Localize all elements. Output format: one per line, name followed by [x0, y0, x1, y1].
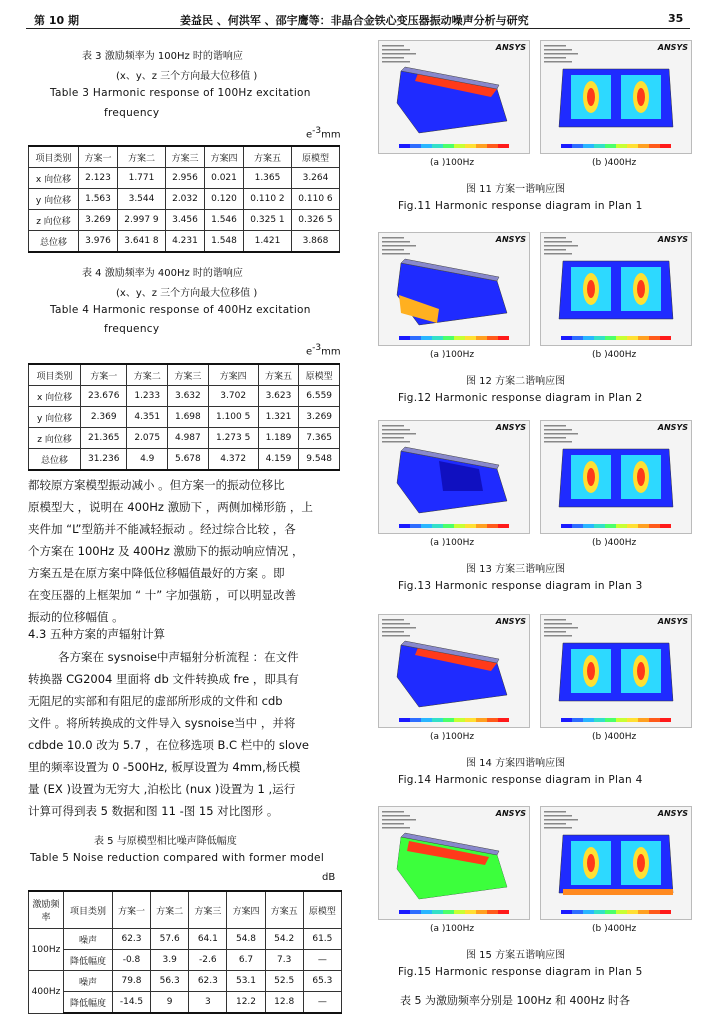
table-cell: 3.623	[258, 386, 299, 407]
table-cell: 方案三	[189, 891, 227, 929]
figure-caption-en: Fig.14 Harmonic response diagram in Plan 4	[398, 774, 643, 786]
table-cell: —	[303, 950, 341, 971]
table-cell: 4.987	[168, 428, 209, 449]
subfigure-caption: (a )100Hz	[430, 350, 475, 360]
table-cell: x 向位移	[29, 386, 81, 407]
table-cell: 2.123	[78, 168, 117, 189]
figure-15-a	[378, 806, 530, 920]
table-cell: 1.273 5	[208, 428, 258, 449]
figure-caption-cn: 图 11 方案一谐响应图	[466, 184, 566, 195]
table-row	[29, 428, 340, 449]
table-cell: 100Hz	[29, 929, 64, 971]
table-cell: 方案三	[168, 364, 209, 386]
figure-caption-cn: 图 13 方案三谐响应图	[466, 564, 566, 575]
table-cell: 1.771	[118, 168, 166, 189]
table-cell: 3.868	[291, 231, 339, 253]
ansys-logo: ANSYS	[657, 423, 688, 432]
table-cell: 56.3	[151, 971, 189, 992]
table-cell: —	[303, 992, 341, 1014]
contour-plot-image	[541, 615, 691, 727]
figure-caption-cn: 图 12 方案二谐响应图	[466, 376, 566, 387]
table-cell: 62.3	[189, 971, 227, 992]
table-cell: 0.110 6	[291, 189, 339, 210]
ansys-logo: ANSYS	[495, 43, 526, 52]
table-cell: 方案一	[112, 891, 150, 929]
table4-title-cn: 表 4 激励频率为 400Hz 时的谐响应	[82, 268, 243, 279]
text-line: 在变压器的上框架加 “ 十” 字加强筋 ，可以明显改善	[28, 588, 297, 602]
table-cell: 0.110 2	[244, 189, 292, 210]
table-cell: 2.032	[165, 189, 204, 210]
page-number: 35	[668, 12, 684, 25]
table-cell: 3.269	[299, 407, 340, 428]
table-cell: 方案五	[244, 146, 292, 168]
figure-15-b	[540, 806, 692, 920]
table-cell: 4.9	[127, 449, 168, 471]
table-cell: 2.075	[127, 428, 168, 449]
text-line: 文件 。将所转换成的文件导入 sysnoise当中 ，并将	[28, 716, 296, 730]
table-row	[29, 950, 342, 971]
contour-plot-image	[379, 41, 529, 153]
table4-subtitle-cn: (x、y、z 三个方向最大位移值 )	[116, 288, 258, 299]
table-cell: 7.365	[299, 428, 340, 449]
table-cell: 64.1	[189, 929, 227, 950]
subfigure-caption: (b )400Hz	[592, 158, 637, 168]
table-cell: 54.2	[265, 929, 303, 950]
table-cell: 总位移	[29, 449, 81, 471]
table-cell: 3.456	[165, 210, 204, 231]
table-cell: 0.021	[204, 168, 243, 189]
table-cell: 1.233	[127, 386, 168, 407]
table-cell: -14.5	[112, 992, 150, 1014]
text-line: 量 (EX )设置为无穷大 ,泊松比 (nux )设置为 1 ,运行	[28, 782, 296, 796]
table-row	[29, 386, 340, 407]
table-cell: 53.1	[227, 971, 265, 992]
table-row	[29, 168, 340, 189]
table-cell: 方案二	[151, 891, 189, 929]
ansys-logo: ANSYS	[657, 43, 688, 52]
contour-plot-image	[541, 41, 691, 153]
table5-title-en: Table 5 Noise reduction compared with former model	[30, 852, 325, 864]
table-cell: 项目类别	[64, 891, 113, 929]
table-cell: 1.365	[244, 168, 292, 189]
table5	[28, 890, 342, 1014]
text-line: 都较原方案模型振动减小 。但方案一的振动位移比	[28, 478, 285, 492]
figure-14-b	[540, 614, 692, 728]
table4-title-en-cont: frequency	[104, 323, 160, 335]
table-cell: 62.3	[112, 929, 150, 950]
table-cell: 0.326 5	[291, 210, 339, 231]
table-cell: 4.159	[258, 449, 299, 471]
subfigure-caption: (b )400Hz	[592, 350, 637, 360]
figure-caption-cn: 图 15 方案五谐响应图	[466, 950, 566, 961]
table-cell: 3.641 8	[118, 231, 166, 253]
table3-unit: e-3mm	[306, 126, 341, 141]
table3-title-en-cont: frequency	[104, 107, 160, 119]
ansys-logo: ANSYS	[495, 235, 526, 244]
table-row	[29, 929, 342, 950]
table-cell: 54.8	[227, 929, 265, 950]
contour-plot-image	[541, 807, 691, 919]
figure-caption-en: Fig.11 Harmonic response diagram in Plan 1	[398, 200, 643, 212]
figure-12-b	[540, 232, 692, 346]
table-cell: 1.321	[258, 407, 299, 428]
ansys-logo: ANSYS	[495, 617, 526, 626]
text-line: cdbde 10.0 改为 5.7 ，在位移选项 B.C 栏中的 slove	[28, 738, 309, 752]
contour-plot-image	[379, 233, 529, 345]
table-cell: 3.544	[118, 189, 166, 210]
table-cell: 方案四	[227, 891, 265, 929]
table-cell: 2.369	[81, 407, 127, 428]
figure-caption-en: Fig.13 Harmonic response diagram in Plan 3	[398, 580, 643, 592]
figure-caption-en: Fig.15 Harmonic response diagram in Plan 5	[398, 966, 643, 978]
subfigure-caption: (b )400Hz	[592, 538, 637, 548]
table-cell: 3.269	[78, 210, 117, 231]
table-cell: 57.6	[151, 929, 189, 950]
text-line: 各方案在 sysnoise中声辐射分析流程 ：在文件	[58, 650, 299, 664]
text-line: 计算可得到表 5 数据和图 11 -图 15 对比图形 。	[28, 804, 279, 818]
table-cell: 3	[189, 992, 227, 1014]
table-row	[29, 407, 340, 428]
ansys-logo: ANSYS	[657, 809, 688, 818]
figure-13-a	[378, 420, 530, 534]
table-cell: 1.563	[78, 189, 117, 210]
contour-plot-image	[379, 615, 529, 727]
text-line: 个方案在 100Hz 及 400Hz 激励下的振动响应情况 ，	[28, 544, 304, 558]
table4-title-en: Table 4 Harmonic response of 400Hz excitation	[50, 304, 311, 316]
table-cell: 2.997 9	[118, 210, 166, 231]
table-cell: 12.2	[227, 992, 265, 1014]
text-line: 转换器 CG2004 里面将 db 文件转换成 fre ，即具有	[28, 672, 299, 686]
table-cell: 项目类别	[29, 364, 81, 386]
table-cell: 方案二	[127, 364, 168, 386]
table-cell: 方案五	[265, 891, 303, 929]
table-cell: 方案二	[118, 146, 166, 168]
ansys-logo: ANSYS	[495, 423, 526, 432]
table-cell: 激励频率	[29, 891, 64, 929]
table-cell: y 向位移	[29, 407, 81, 428]
table-row	[29, 971, 342, 992]
table-cell: 项目类别	[29, 146, 79, 168]
table3-title-en: Table 3 Harmonic response of 100Hz excitation	[50, 87, 311, 99]
figure-caption-cn: 图 14 方案四谐响应图	[466, 758, 566, 769]
table-cell: 52.5	[265, 971, 303, 992]
table-cell: 6.7	[227, 950, 265, 971]
text-line: 方案五是在原方案中降低位移幅值最好的方案 。即	[28, 566, 285, 580]
contour-plot-image	[379, 421, 529, 533]
subfigure-caption: (b )400Hz	[592, 732, 637, 742]
text-line: 原模型大 ，说明在 400Hz 激励下 ，两侧加梯形筋 ，上	[28, 500, 313, 514]
running-title: 姜益民 、何洪军 、邵宇鹰等：非晶合金铁心变压器振动噪声分析与研究	[180, 14, 529, 27]
table-cell: 12.8	[265, 992, 303, 1014]
table-cell: x 向位移	[29, 168, 79, 189]
table-cell: 原模型	[303, 891, 341, 929]
table-cell: 400Hz	[29, 971, 64, 1014]
table-cell: 方案一	[81, 364, 127, 386]
text-line: 振动的位移幅值 。	[28, 610, 124, 624]
table-row	[29, 231, 340, 253]
issue-number: 第 10 期	[34, 14, 79, 27]
table-cell: 5.678	[168, 449, 209, 471]
table-header-row	[29, 891, 342, 929]
text-continuation: 表 5 为激励频率分别是 100Hz 和 400Hz 时各	[400, 994, 631, 1007]
contour-plot-image	[379, 807, 529, 919]
table-cell: z 向位移	[29, 428, 81, 449]
table4	[28, 363, 340, 471]
subfigure-caption: (b )400Hz	[592, 924, 637, 934]
text-line: 无阻尼的实部和有阻尼的虚部所形成的文件和 cdb	[28, 694, 283, 708]
header-rule	[26, 28, 690, 29]
table-row	[29, 992, 342, 1014]
table-cell: 3.632	[168, 386, 209, 407]
figure-11-b	[540, 40, 692, 154]
table-cell: 噪声	[64, 971, 113, 992]
table-cell: 原模型	[291, 146, 339, 168]
table-cell: 9	[151, 992, 189, 1014]
table-cell: 65.3	[303, 971, 341, 992]
table-cell: z 向位移	[29, 210, 79, 231]
table-cell: 4.372	[208, 449, 258, 471]
figure-caption-en: Fig.12 Harmonic response diagram in Plan 2	[398, 392, 643, 404]
table-cell: 方案四	[208, 364, 258, 386]
table-cell: y 向位移	[29, 189, 79, 210]
subfigure-caption: (a )100Hz	[430, 158, 475, 168]
table-cell: -0.8	[112, 950, 150, 971]
table-cell: 9.548	[299, 449, 340, 471]
subfigure-caption: (a )100Hz	[430, 732, 475, 742]
table-cell: 总位移	[29, 231, 79, 253]
table-cell: 4.351	[127, 407, 168, 428]
ansys-logo: ANSYS	[657, 617, 688, 626]
table-cell: 1.548	[204, 231, 243, 253]
text-line: 里的频率设置为 0 -500Hz, 板厚设置为 4mm,杨氏模	[28, 760, 301, 774]
table3-subtitle-cn: (x、y、z 三个方向最大位移值 )	[116, 71, 258, 82]
table-cell: 方案四	[204, 146, 243, 168]
table-cell: 1.189	[258, 428, 299, 449]
table-cell: 1.546	[204, 210, 243, 231]
table-cell: 23.676	[81, 386, 127, 407]
table-cell: 7.3	[265, 950, 303, 971]
table-cell: 降低幅度	[64, 992, 113, 1014]
table3	[28, 145, 340, 253]
subfigure-caption: (a )100Hz	[430, 924, 475, 934]
table-cell: 1.421	[244, 231, 292, 253]
table-cell: 原模型	[299, 364, 340, 386]
table-cell: 方案五	[258, 364, 299, 386]
ansys-logo: ANSYS	[495, 809, 526, 818]
figure-11-a	[378, 40, 530, 154]
table-row	[29, 210, 340, 231]
table-row	[29, 449, 340, 471]
table-cell: 方案三	[165, 146, 204, 168]
table-cell: 噪声	[64, 929, 113, 950]
table-header-row	[29, 364, 340, 386]
contour-plot-image	[541, 421, 691, 533]
table-cell: 4.231	[165, 231, 204, 253]
subfigure-caption: (a )100Hz	[430, 538, 475, 548]
table-cell: 1.698	[168, 407, 209, 428]
table-cell: 31.236	[81, 449, 127, 471]
ansys-logo: ANSYS	[657, 235, 688, 244]
table-cell: 降低幅度	[64, 950, 113, 971]
table5-unit: dB	[322, 872, 336, 883]
table-cell: 1.100 5	[208, 407, 258, 428]
paragraph-2	[28, 646, 348, 822]
paragraph-1	[28, 474, 348, 628]
table5-title-cn: 表 5 与原模型相比噪声降低幅度	[94, 836, 237, 847]
contour-plot-image	[541, 233, 691, 345]
table-cell: 21.365	[81, 428, 127, 449]
table-cell: 2.956	[165, 168, 204, 189]
table-cell: 3.702	[208, 386, 258, 407]
table4-unit: e-3mm	[306, 343, 341, 358]
figure-12-a	[378, 232, 530, 346]
table-cell: 3.976	[78, 231, 117, 253]
table-cell: 3.264	[291, 168, 339, 189]
text-line: 夹件加 “L”型筋并不能减轻振动 。经过综合比较 ，各	[28, 522, 296, 536]
table-cell: 79.8	[112, 971, 150, 992]
table-cell: 0.325 1	[244, 210, 292, 231]
figure-14-a	[378, 614, 530, 728]
table-header-row	[29, 146, 340, 168]
table-cell: 6.559	[299, 386, 340, 407]
table-cell: 61.5	[303, 929, 341, 950]
table-cell: -2.6	[189, 950, 227, 971]
table3-title-cn: 表 3 激励频率为 100Hz 时的谐响应	[82, 51, 243, 62]
table-cell: 方案一	[78, 146, 117, 168]
section-heading-4-3: 4.3 五种方案的声辐射计算	[28, 627, 165, 641]
table-cell: 3.9	[151, 950, 189, 971]
table-row	[29, 189, 340, 210]
table-cell: 0.120	[204, 189, 243, 210]
figure-13-b	[540, 420, 692, 534]
